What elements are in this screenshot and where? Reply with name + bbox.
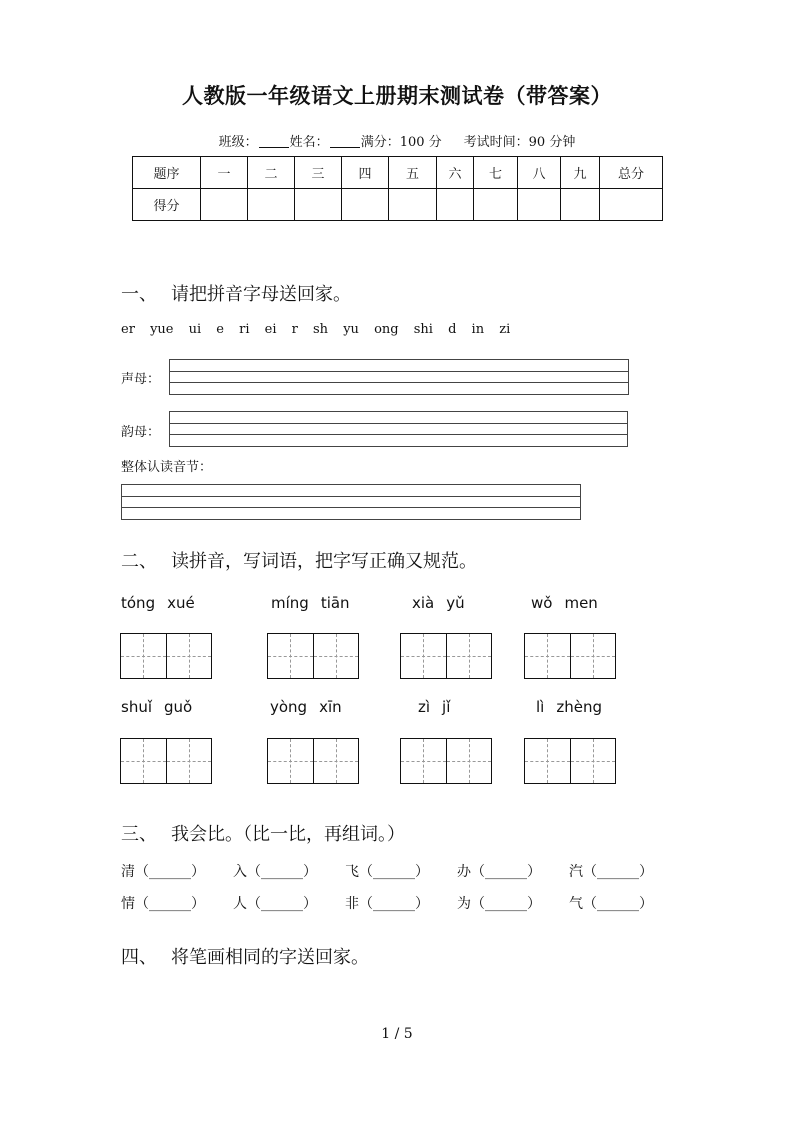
score-cell[interactable] (342, 189, 389, 221)
exam-time: 考试时间：90 分钟 (463, 135, 576, 150)
pinyin-syllable: yòng (270, 698, 308, 716)
section-title: 将笔画相同的字送回家。 (171, 947, 369, 968)
section-number: 二、 (121, 551, 157, 572)
section-title: 读拼音，写词语，把字写正确又规范。 (171, 551, 477, 572)
pinyin-letter: d (448, 322, 457, 337)
score-header-cell: 八 (518, 157, 561, 189)
section-number: 一、 (121, 284, 157, 305)
class-blank (259, 135, 289, 148)
pinyin-letter: yu (343, 322, 359, 337)
writing-grid[interactable] (400, 633, 492, 679)
score-table-header-row (133, 157, 663, 189)
score-header-cell: 四 (342, 157, 389, 189)
pinyin-syllable: xué (167, 594, 195, 612)
compare-item[interactable]: 办（______） (457, 864, 541, 880)
pinyin-syllable: jǐ (442, 698, 451, 716)
class-label: 班级： (218, 135, 258, 150)
pinyin-letter: er (121, 322, 135, 337)
section-title: 我会比。（比一比，再组词。） (171, 824, 405, 845)
score-table-score-row (133, 189, 663, 221)
compare-item[interactable]: 为（______） (457, 896, 541, 912)
score-row-label: 得分 (133, 189, 201, 221)
score-header-cell: 一 (201, 157, 248, 189)
score-cell[interactable] (518, 189, 561, 221)
score-header-cell: 总分 (600, 157, 663, 189)
score-header-cell: 三 (295, 157, 342, 189)
page-title: 人教版一年级语文上册期末测试卷（带答案） (182, 84, 612, 108)
compare-item[interactable]: 非（______） (345, 896, 429, 912)
pinyin-word (271, 594, 362, 612)
score-header-cell: 五 (389, 157, 437, 189)
compare-row-1 (0, 861, 794, 881)
score-table (132, 156, 663, 221)
writing-grid[interactable] (267, 633, 359, 679)
section-number: 四、 (121, 947, 157, 968)
name-blank (330, 135, 360, 148)
finals-label: 韵母： (121, 425, 161, 440)
pinyin-letter: e (216, 322, 224, 337)
pinyin-syllable: guǒ (164, 698, 193, 716)
writing-grid[interactable] (524, 738, 616, 784)
section-3-heading (121, 820, 405, 846)
pinyin-word (121, 594, 207, 612)
pinyin-syllable: míng (271, 594, 309, 612)
pinyin-word (536, 698, 614, 716)
score-header-cell: 二 (248, 157, 295, 189)
score-cell[interactable] (201, 189, 248, 221)
pinyin-syllable: tiān (320, 594, 350, 612)
pinyin-letter: in (471, 322, 485, 337)
section-2-heading (121, 547, 477, 573)
pinyin-syllable: yǔ (446, 594, 465, 612)
pinyin-syllable: lì (536, 698, 545, 716)
pinyin-word (412, 594, 477, 612)
section-number: 三、 (121, 824, 157, 845)
pinyin-letter: ui (188, 322, 202, 337)
initials-label: 声母： (121, 372, 161, 387)
pinyin-syllable: zì (418, 698, 431, 716)
pinyin-syllable: tóng (121, 594, 156, 612)
pinyin-syllable: men (564, 594, 598, 612)
score-header-cell: 题序 (133, 157, 201, 189)
pinyin-syllable: xīn (319, 698, 342, 716)
whole-syllables-label: 整体认读音节： (121, 460, 213, 475)
pinyin-letter: yue (150, 322, 174, 337)
section-title: 请把拼音字母送回家。 (171, 284, 351, 305)
pinyin-syllable: shuǐ (121, 698, 152, 716)
pinyin-letter: zi (499, 322, 511, 337)
score-cell[interactable] (389, 189, 437, 221)
writing-grid[interactable] (120, 738, 212, 784)
writing-grid[interactable] (267, 738, 359, 784)
section-1-heading (121, 280, 351, 306)
score-header-cell: 七 (474, 157, 518, 189)
pinyin-word (270, 698, 354, 716)
compare-item[interactable]: 气（______） (569, 896, 653, 912)
pinyin-word (531, 594, 610, 612)
pinyin-letter: ong (374, 322, 399, 337)
exam-info-line (0, 131, 794, 150)
page-number: 1 / 5 (381, 1026, 413, 1042)
writing-grid[interactable] (120, 633, 212, 679)
initials-writing-lines[interactable] (169, 359, 629, 395)
pinyin-letter: sh (313, 322, 329, 337)
score-cell[interactable] (437, 189, 474, 221)
pinyin-syllable: xià (412, 594, 435, 612)
writing-grid[interactable] (524, 633, 616, 679)
score-cell[interactable] (561, 189, 600, 221)
compare-item[interactable]: 情（______） (121, 896, 205, 912)
full-score: 满分：100 分 (360, 135, 442, 150)
whole-syllables-writing-lines[interactable] (121, 484, 581, 520)
pinyin-letter: ei (264, 322, 277, 337)
section-4-heading (121, 943, 369, 969)
score-header-cell: 九 (561, 157, 600, 189)
compare-item[interactable]: 人（______） (233, 896, 317, 912)
pinyin-letter: shi (413, 322, 433, 337)
score-header-cell: 六 (437, 157, 474, 189)
compare-item[interactable]: 入（______） (233, 864, 317, 880)
compare-item[interactable]: 飞（______） (345, 864, 429, 880)
compare-item[interactable]: 清（______） (121, 864, 205, 880)
writing-grid[interactable] (400, 738, 492, 784)
score-cell[interactable] (600, 189, 663, 221)
pinyin-syllable: wǒ (531, 594, 553, 612)
score-cell[interactable] (248, 189, 295, 221)
pinyin-word (418, 698, 462, 716)
score-cell[interactable] (295, 189, 342, 221)
pinyin-letters-row (121, 322, 521, 337)
finals-writing-lines[interactable] (169, 411, 628, 447)
pinyin-letter: ri (239, 322, 250, 337)
name-label: 姓名： (289, 135, 329, 150)
pinyin-syllable: zhèng (556, 698, 602, 716)
compare-row-2 (0, 893, 794, 913)
pinyin-word (121, 698, 204, 716)
score-cell[interactable] (474, 189, 518, 221)
pinyin-letter: r (291, 322, 298, 337)
compare-item[interactable]: 汽（______） (569, 864, 653, 880)
